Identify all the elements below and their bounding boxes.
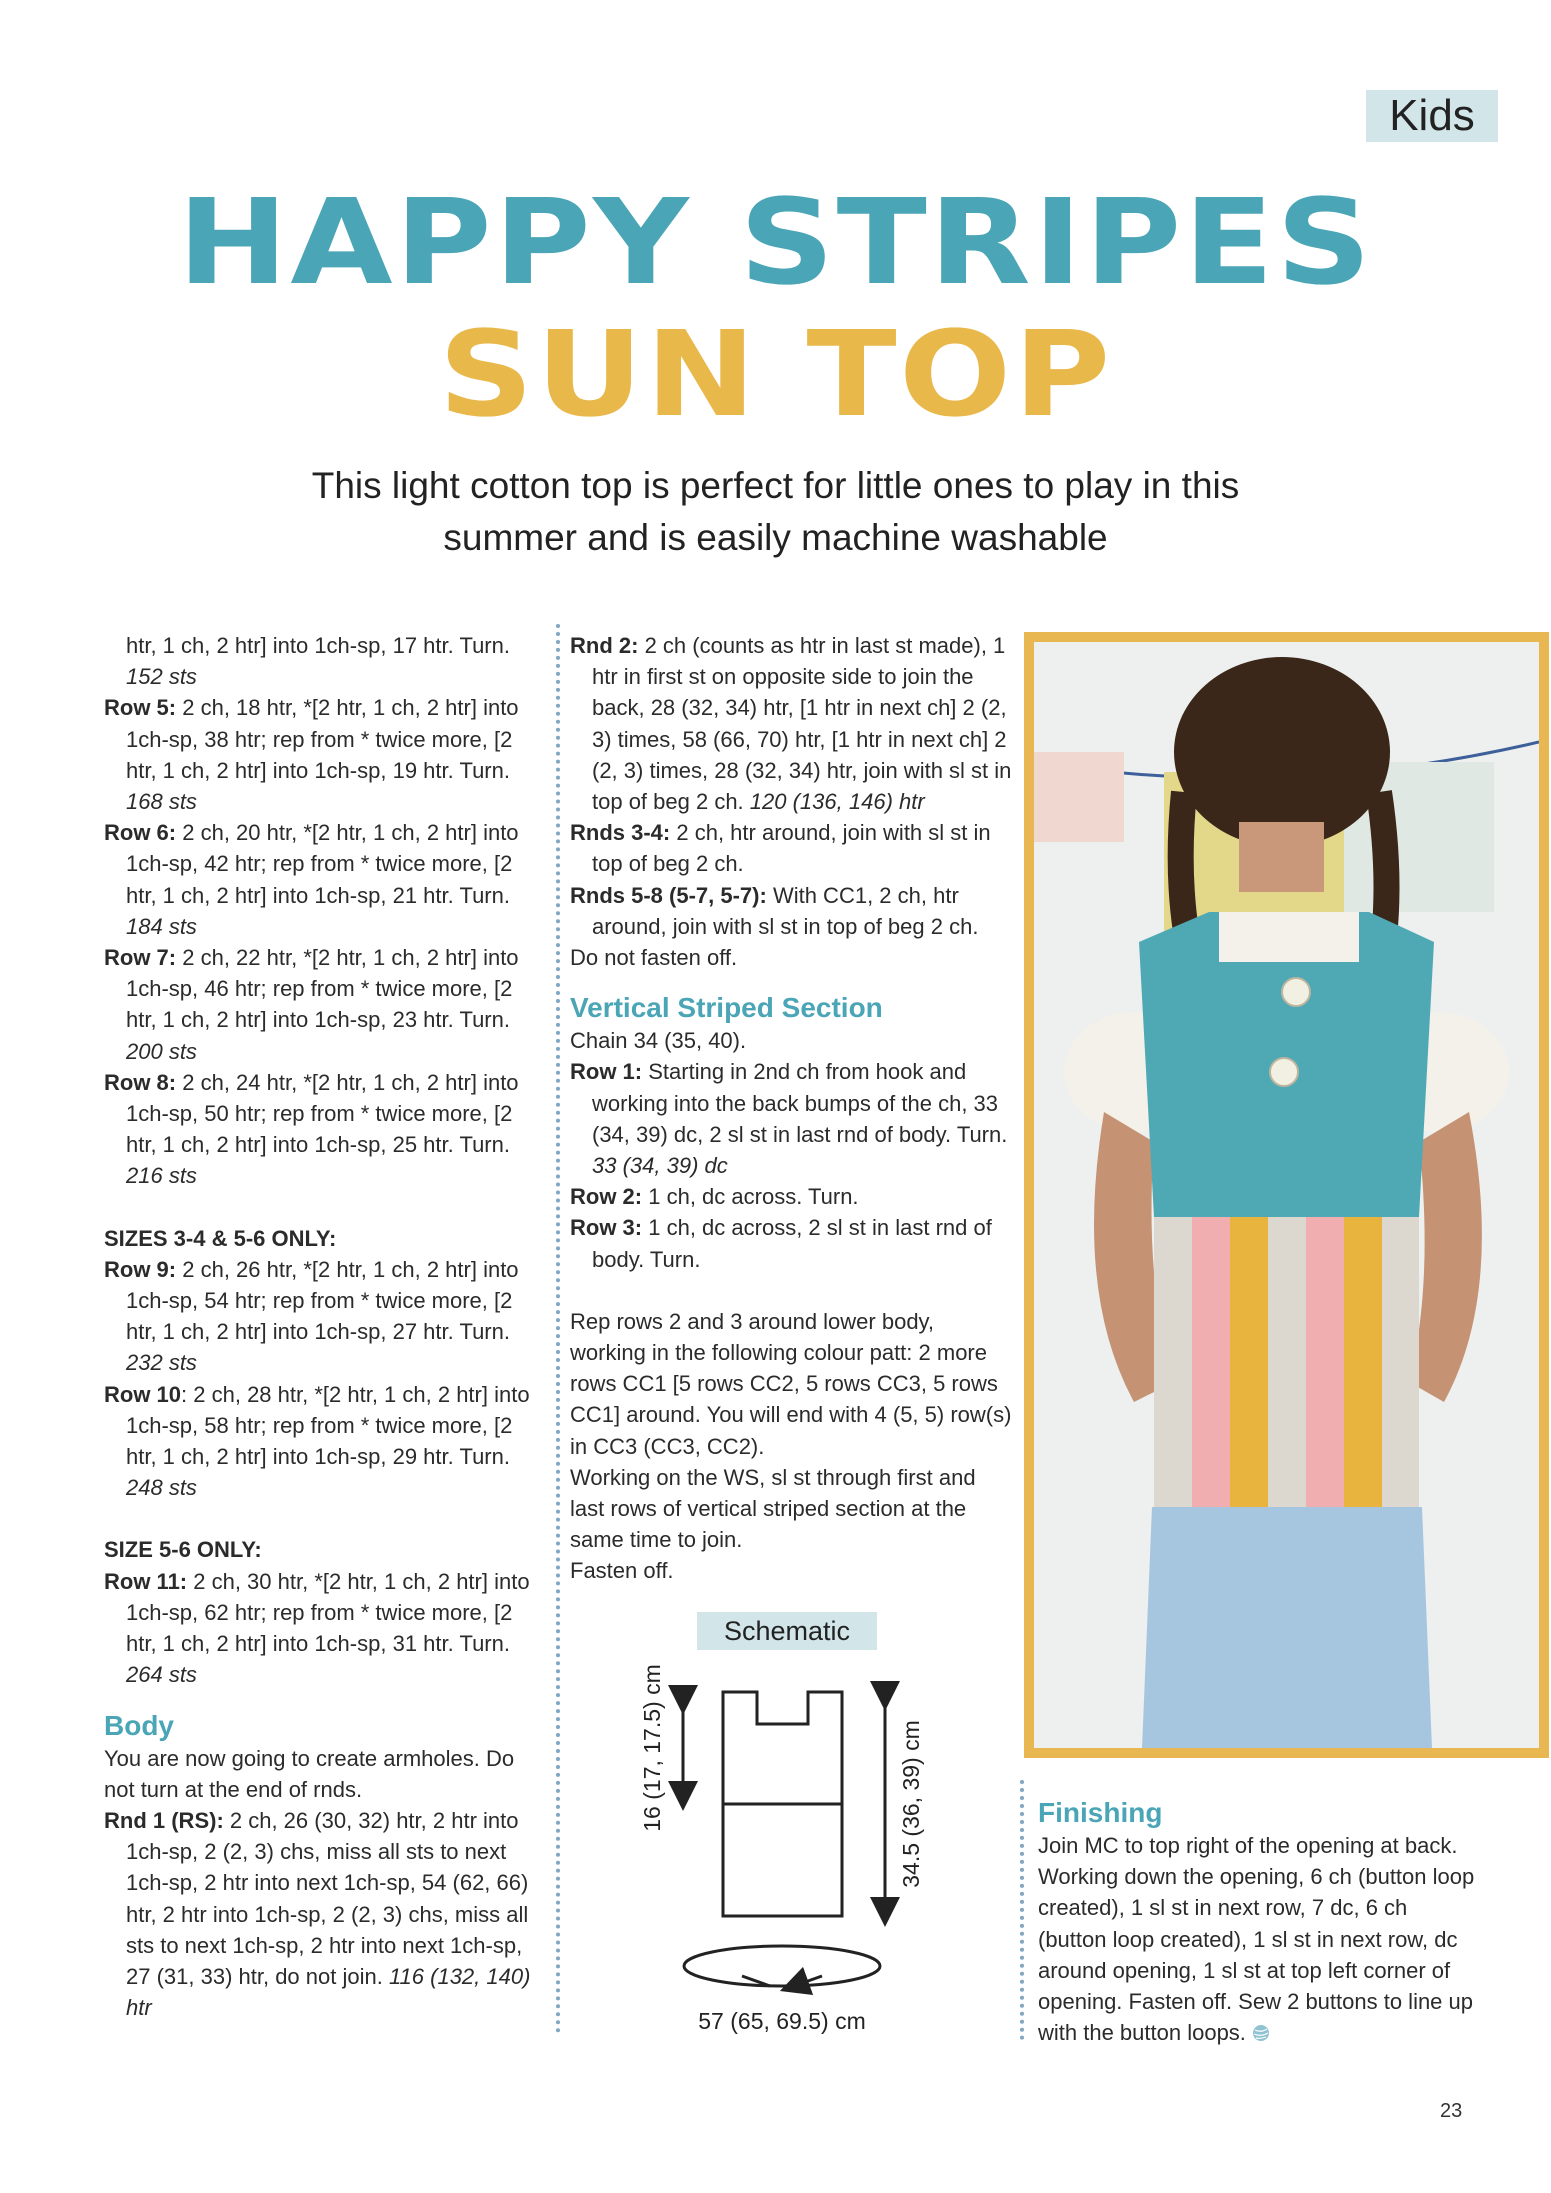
row-9: Row 9: 2 ch, 26 htr, *[2 htr, 1 ch, 2 htr] into 1ch-sp, 54 htr; rep from * twice more, [2 htr, 1 ch, 2 htr] into 1ch-sp, 27 htr. Turn. 232 sts [104, 1256, 519, 1376]
repeat-instruction: Rep rows 2 and 3 around lower body, working in the following colour patt: 2 more rows CC1 [5 rows CC2, 5 rows CC3, 5 rows CC1] around. You will end with 4 (5, 5) row(s) in CC3 (CC3, CC2). [570, 1308, 1012, 1459]
row-8: Row 8: 2 ch, 24 htr, *[2 htr, 1 ch, 2 htr] into 1ch-sp, 50 htr; rep from * twice more, [2 htr, 1 ch, 2 htr] into 1ch-sp, 25 htr. Turn. 216 sts [104, 1069, 519, 1189]
sizes-heading-b: SIZE 5-6 ONLY: [104, 1537, 262, 1563]
page-title-line-1: HAPPY STRIPES [177, 173, 1374, 311]
body-heading: Body [104, 1709, 174, 1741]
body-intro: You are now going to create armholes. Do not turn at the end of rnds. [104, 1745, 515, 1802]
vss-row-3: Row 3: 1 ch, dc across, 2 sl st in last rnd of body. Turn. [570, 1215, 992, 1272]
width-label: 57 (65, 69.5) cm [698, 2008, 866, 2034]
upper-height-label: 16 (17, 17.5) cm [639, 1664, 665, 1832]
subtitle-line-2: summer and is easily machine washable [443, 517, 1108, 558]
rounds-5-8: Rnds 5-8 (5-7, 5-7): With CC1, 2 ch, htr around, join with sl st in top of beg 2 ch. [570, 882, 979, 939]
row-10: Row 10: 2 ch, 28 htr, *[2 htr, 1 ch, 2 htr] into 1ch-sp, 58 htr; rep from * twice more, [2 htr, 1 ch, 2 htr] into 1ch-sp, 29 htr. Turn. 248 sts [104, 1381, 530, 1501]
column-divider-1 [556, 624, 560, 2034]
subtitle-line-1: This light cotton top is perfect for little ones to play in this [311, 465, 1240, 506]
round-1: Rnd 1 (RS): 2 ch, 26 (30, 32) htr, 2 htr into 1ch-sp, 2 (2, 3) chs, miss all sts to next 1ch-sp, 2 htr into next 1ch-sp, 54 (62, 66) htr, 2 htr into 1ch-sp, 2 (2, 3) chs, miss all sts to next 1ch-sp, 2 htr into next 1ch-sp, 27 (31, 33) htr, do not join. 116 (132, 140) htr [104, 1807, 531, 2021]
vss-row-2: Row 2: 1 ch, dc across. Turn. [570, 1184, 859, 1210]
round-2: Rnd 2: 2 ch (counts as htr in last st made), 1 htr in first st on opposite side to join the back, 28 (32, 34) htr, [1 htr in next ch] 2 (2, 3) times, 58 (66, 70) htr, [1 htr in next ch] 2 (2, 3) times, 28 (32, 34) htr, join with sl st in top of beg 2 ch. 120 (136, 146) htr [570, 633, 1012, 815]
vertical-striped-heading: Vertical Striped Section [570, 992, 883, 1024]
schematic-diagram [610, 1650, 930, 2040]
circumference-ellipse [684, 1946, 880, 1986]
do-not-fasten: Do not fasten off. [570, 945, 738, 971]
yarn-ball-icon [1252, 2024, 1270, 2042]
row-7: Row 7: 2 ch, 22 htr, *[2 htr, 1 ch, 2 htr] into 1ch-sp, 46 htr; rep from * twice more, [2 htr, 1 ch, 2 htr] into 1ch-sp, 23 htr. Turn. 200 sts [104, 945, 519, 1064]
subtitle [200, 460, 1351, 564]
section-tag: Kids [1366, 90, 1498, 142]
column-1 [104, 630, 544, 2023]
photo-frame [1024, 632, 1549, 1758]
chain-instruction: Chain 34 (35, 40). [570, 1028, 747, 1054]
ws-join-instruction: Working on the WS, sl st through first and last rows of vertical striped section at the same time to join. [570, 1464, 976, 1553]
model-photo [1034, 642, 1539, 1748]
total-height-label: 34.5 (36, 39) cm [898, 1720, 924, 1888]
finishing-heading: Finishing [1038, 1797, 1163, 1828]
column-divider-2 [1020, 1780, 1024, 2040]
page-title-line-2: SUN TOP [438, 305, 1113, 443]
row-11: Row 11: 2 ch, 30 htr, *[2 htr, 1 ch, 2 htr] into 1ch-sp, 62 htr; rep from * twice more, [2 htr, 1 ch, 2 htr] into 1ch-sp, 31 htr. Turn. 264 sts [104, 1568, 530, 1688]
schematic-label: Schematic [697, 1612, 877, 1650]
row-4-continued: htr, 1 ch, 2 htr] into 1ch-sp, 17 htr. Turn. 152 sts [126, 633, 510, 690]
column-2 [570, 630, 1015, 1587]
page-number: 23 [1440, 2100, 1463, 2122]
finishing-text: Join MC to top right of the opening at back. Working down the opening, 6 ch (button loop created), 1 sl st in next row, 7 dc, 6 ch (button loop created), 1 sl st in next row, dc around opening, 1 sl st at top left corner of opening. Fasten off. Sew 2 buttons to line up with the button loops. [1038, 1833, 1475, 2046]
vss-row-1: Row 1: Starting in 2nd ch from hook and working into the back bumps of the ch, 33 (34, 39) dc, 2 sl st in last rnd of body. Turn. 33 (34, 39) dc [570, 1059, 1008, 1179]
row-6: Row 6: 2 ch, 20 htr, *[2 htr, 1 ch, 2 htr] into 1ch-sp, 42 htr; rep from * twice more, [2 htr, 1 ch, 2 htr] into 1ch-sp, 21 htr. Turn. 184 sts [104, 820, 519, 939]
sizes-heading-a: SIZES 3-4 & 5-6 ONLY: [104, 1225, 337, 1251]
rounds-3-4: Rnds 3-4: 2 ch, htr around, join with sl st in top of beg 2 ch. [570, 820, 991, 877]
fasten-off: Fasten off. [570, 1558, 674, 1584]
column-3 [1038, 1786, 1478, 2048]
garment-outline [723, 1692, 842, 1916]
row-5: Row 5: 2 ch, 18 htr, *[2 htr, 1 ch, 2 htr] into 1ch-sp, 38 htr; rep from * twice more, [2 htr, 1 ch, 2 htr] into 1ch-sp, 19 htr. Turn. 168 sts [104, 695, 519, 815]
